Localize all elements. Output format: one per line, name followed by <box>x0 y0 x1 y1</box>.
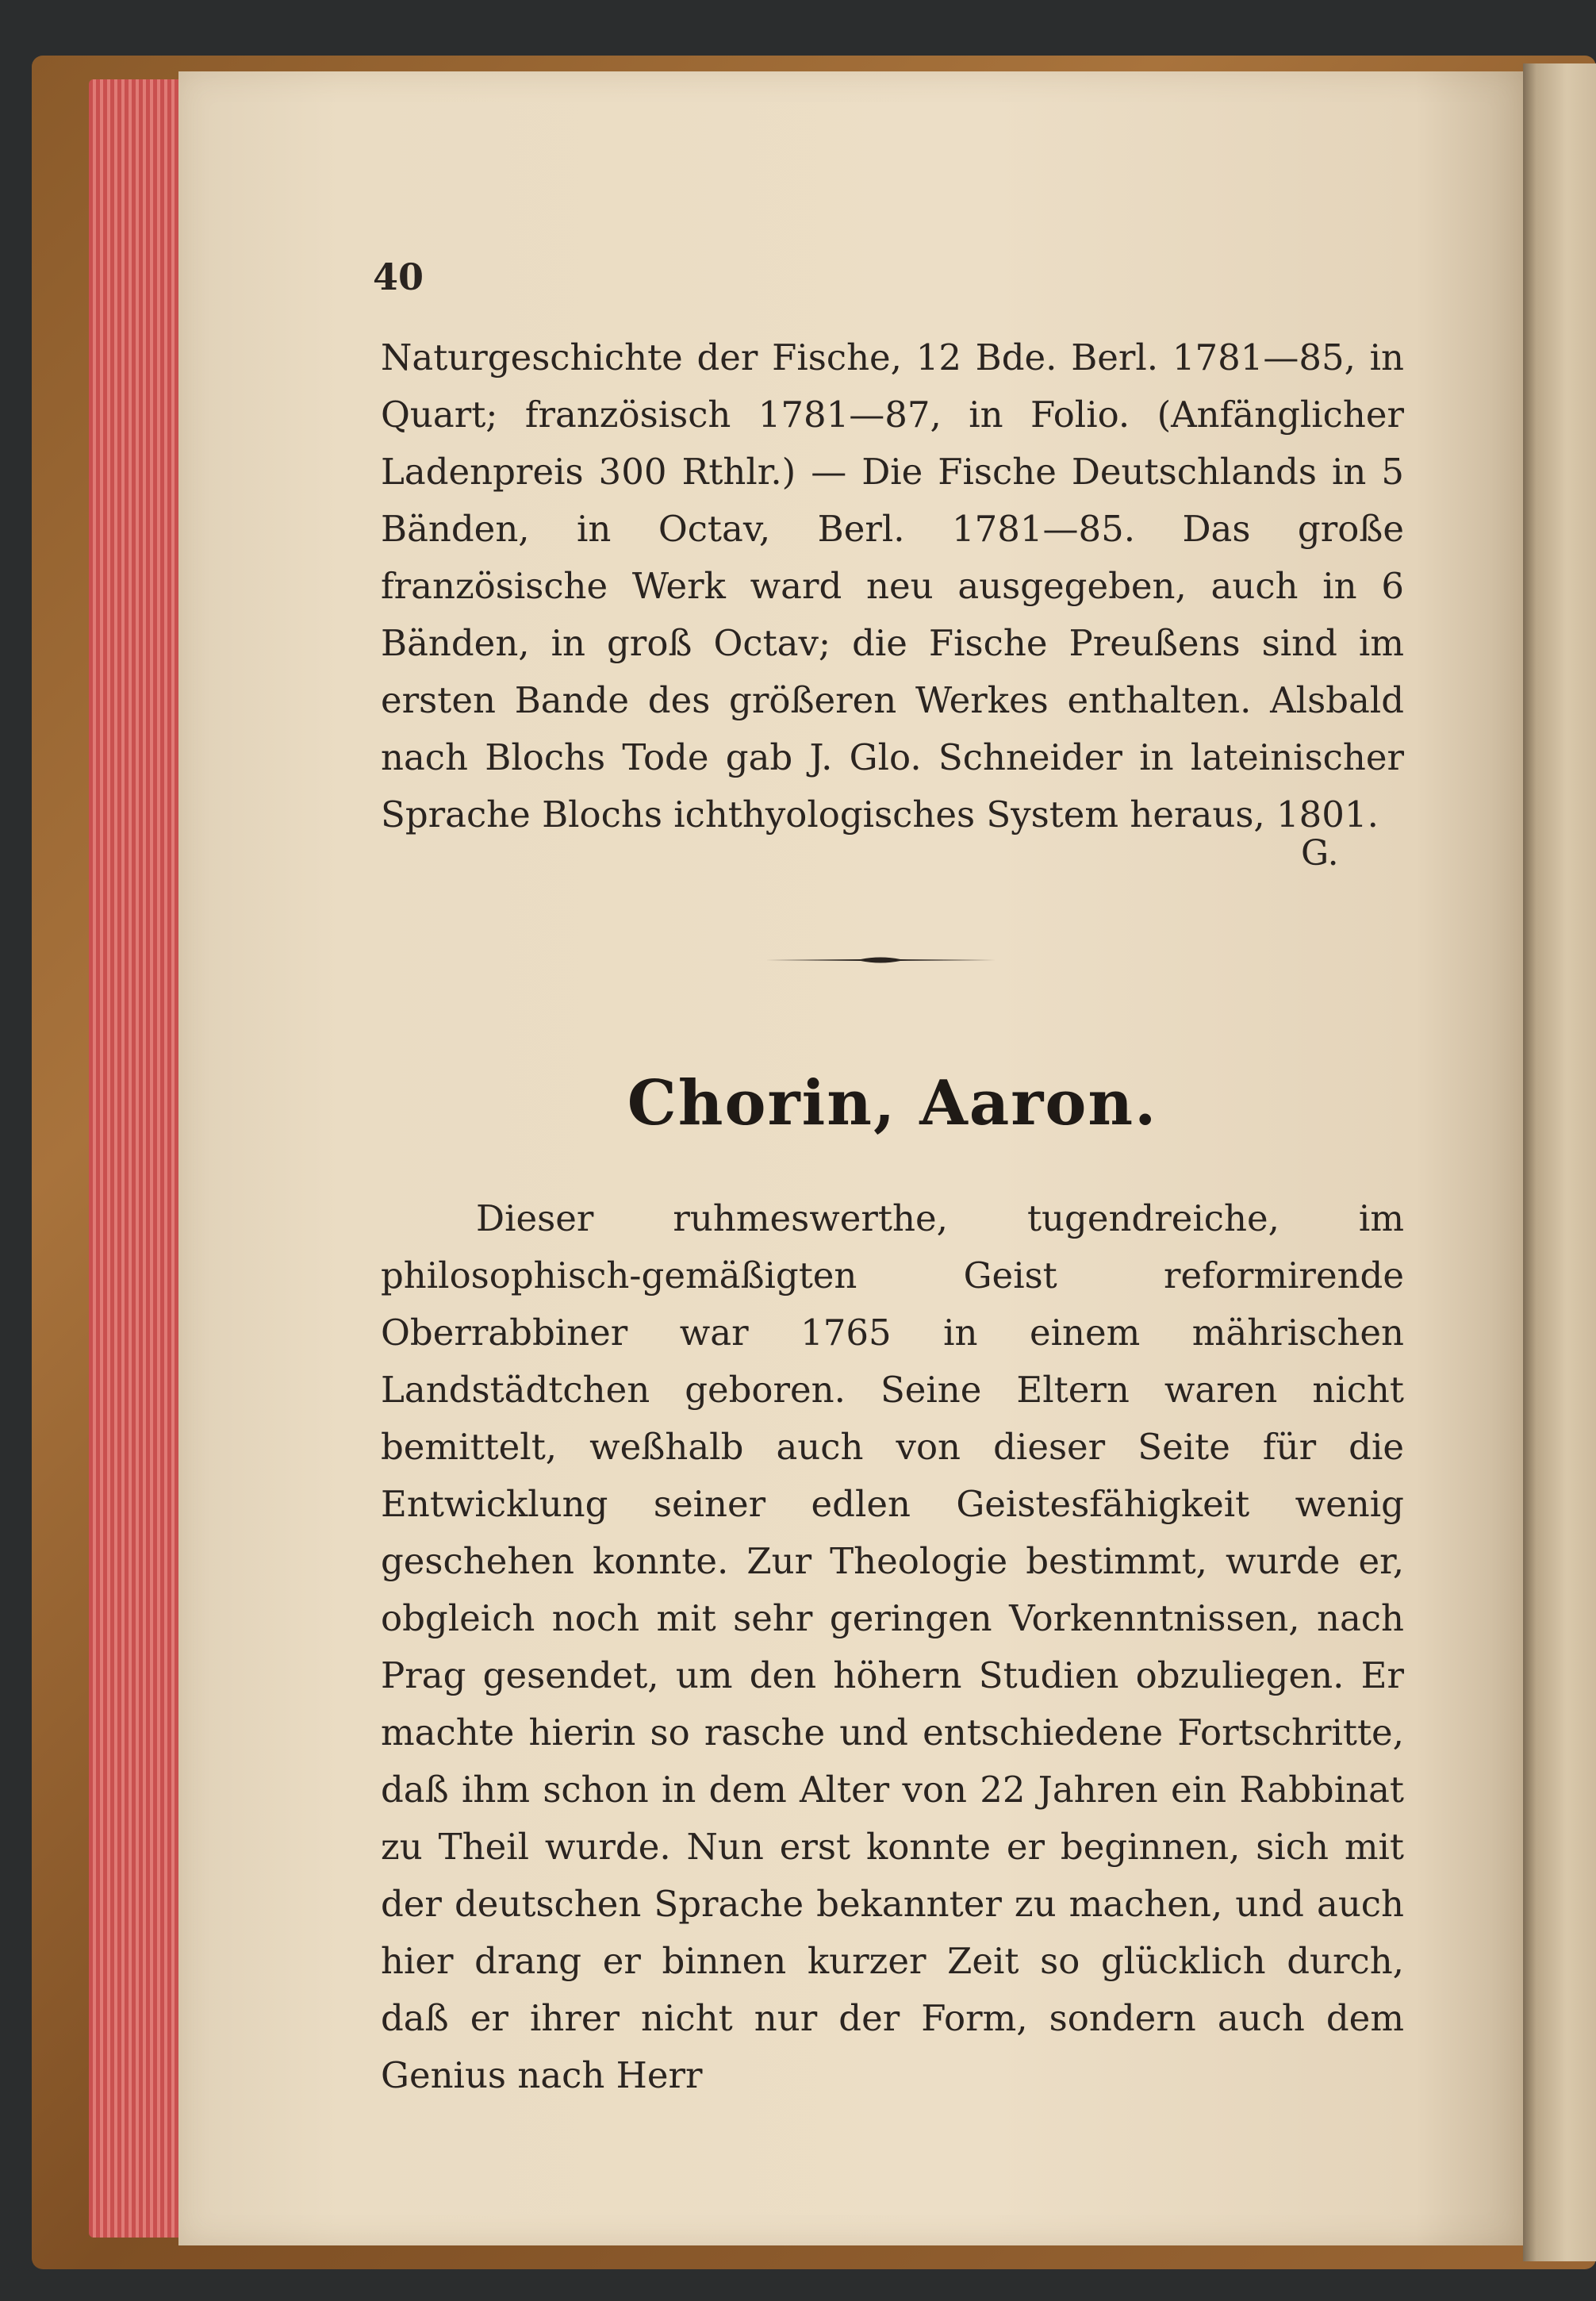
author-signature: G. <box>1301 833 1339 874</box>
section-divider <box>765 955 996 966</box>
page-number: 40 <box>373 255 424 298</box>
intro-paragraph: Naturgeschichte der Fische, 12 Bde. Berl. 1781—85, in Quart; französisch 1781—87, in Folio. (Anfänglicher Ladenpreis 300 Rthlr.) — Die Fische Deutschlands in 5 Bänden, in Octav, Berl. 1781—85. Das große französische Werk ward neu ausgegeben, auch in 6 Bänden, in groß Octav; die Fische Preußens sind im ersten Bande des größeren Werkes enthalten. Alsbald nach Blochs Tode gab J. Glo. Schneider in lateinischer Sprache Blochs ichthyologisches System heraus, 1801. <box>381 336 1404 836</box>
entry-heading: Chorin, Aaron. <box>627 1067 1158 1139</box>
facing-page-edge <box>1523 63 1596 2261</box>
body-paragraph: Dieser ruhmeswerthe, tugendreiche, im philosophisch-gemäßigten Geist reformirende Oberrabbiner war 1765 in einem mährischen Landstädtchen geboren. Seine Eltern waren nicht bemittelt, weßhalb auch von dieser Seite für die Entwicklung seiner edlen Geistesfähigkeit wenig geschehen konnte. Zur Theologie bestimmt, wurde er, obgleich noch mit sehr geringen Vorkenntnissen, nach Prag gesendet, um den höhern Studien obzuliegen. Er machte hierin so rasche und entschiedene Fortschritte, daß ihm schon in dem Alter von 22 Jahren ein Rabbinat zu Theil wurde. Nun erst konnte er beginnen, sich mit der deutschen Sprache bekannter zu machen, und auch hier drang er binnen kurzer Zeit so glücklich durch, daß er ihrer nicht nur der Form, sondern auch dem Genius nach Herr <box>381 1197 1404 2096</box>
